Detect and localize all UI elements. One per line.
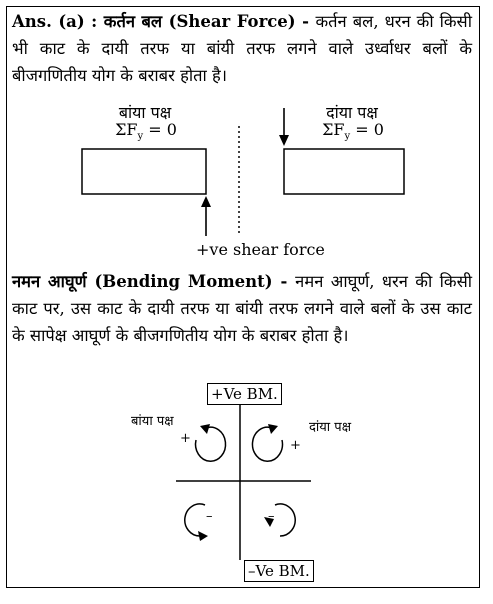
shear-force-label: +ve shear force <box>196 240 325 259</box>
top-right-arc-arrowhead <box>268 424 278 434</box>
top-left-plus-sign: + <box>180 431 191 446</box>
bottom-right-moment-arc <box>275 504 295 536</box>
left-subscript: y <box>137 131 144 143</box>
left-equilibrium-equation <box>96 121 196 146</box>
moment-left-side-label: बांया पक्ष <box>131 414 174 429</box>
shear-definition: कर्तन बल, धरन की किसी भी काट के दायी तरफ या बांयी तरफ लगने वाले उर्ध्वाधर बलों के बीजगणितीय योग के बराबर होता है। <box>12 12 472 85</box>
top-right-moment-arc <box>252 427 282 461</box>
right-side-label: दांया पक्ष <box>326 103 378 122</box>
left-equals-zero: = 0 <box>143 120 177 139</box>
downward-arrow-head <box>279 135 289 146</box>
bottom-left-minus-sign: – <box>206 509 213 524</box>
answer-prefix: Ans. (a) : <box>12 12 104 31</box>
bending-term-hindi: नमन आघूर्ण <box>12 272 87 291</box>
bottom-left-moment-arc <box>185 504 205 536</box>
bottom-right-minus-sign: – <box>268 509 275 524</box>
bending-moment-paragraph <box>12 268 472 349</box>
right-equals-zero: = 0 <box>350 120 384 139</box>
negative-bm-label: –Ve BM. <box>244 560 314 582</box>
bottom-left-arc-arrowhead <box>198 531 208 541</box>
upward-arrow-head <box>201 196 211 207</box>
moment-right-side-label: दांया पक्ष <box>309 420 352 435</box>
right-equilibrium-equation <box>303 121 403 146</box>
left-side-label: बांया पक्ष <box>118 103 172 122</box>
right-sigma-f: ΣF <box>322 120 345 139</box>
bending-definition: नमन आघूर्ण, धरन की किसी काट पर, उस काट के दायी तरफ या बांयी तरफ लगने वाले बलों के उस काट के सापेक्ष आघूर्ण के बीजगणितीय योग के बराबर होता है। <box>12 272 472 345</box>
positive-bm-label: +Ve BM. <box>207 383 282 405</box>
top-left-arc-arrowhead <box>200 424 210 434</box>
left-section-block <box>82 149 206 194</box>
shear-term-english: (Shear Force) - <box>162 12 316 31</box>
bending-term-english: (Bending Moment) - <box>86 272 296 291</box>
shear-term-hindi: कर्तन बल <box>103 12 163 31</box>
right-section-block <box>284 149 404 194</box>
right-subscript: y <box>344 131 351 143</box>
top-left-moment-arc <box>196 427 226 461</box>
left-sigma-f: ΣF <box>115 120 138 139</box>
top-right-plus-sign: + <box>290 438 301 453</box>
